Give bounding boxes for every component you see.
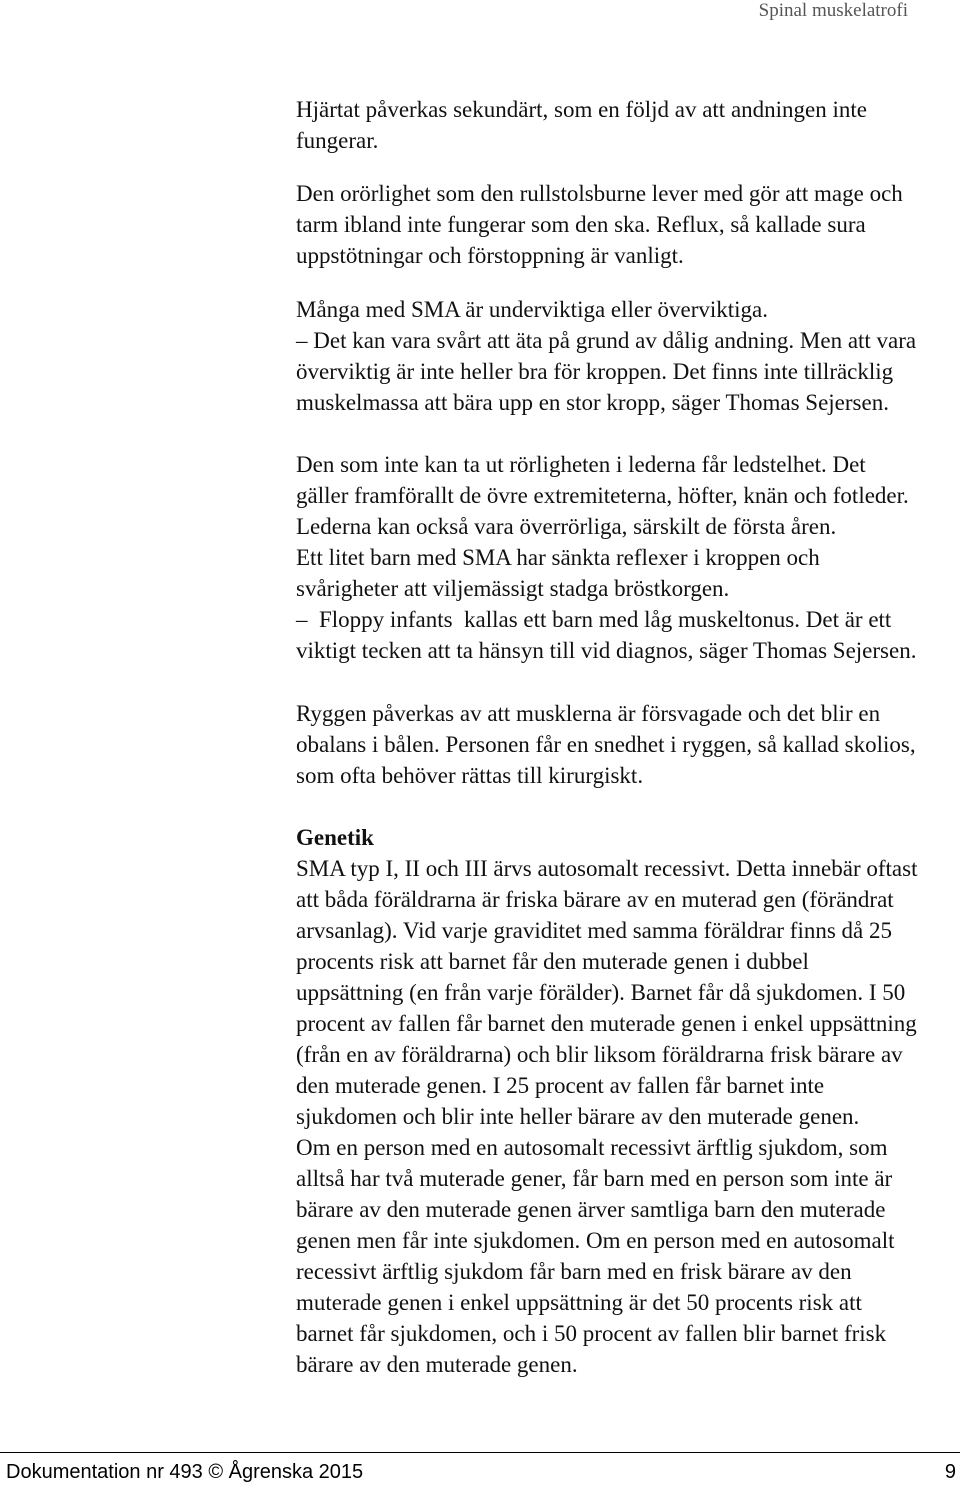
text-line: – Det kan vara svårt att äta på grund av dålig andning. Men att vara bbox=[296, 328, 917, 353]
text-line: recessivt ärftlig sjukdom får barn med en frisk bärare av den bbox=[296, 1259, 852, 1284]
text-line: (från en av föräldrarna) och blir liksom föräldrarna frisk bärare av bbox=[296, 1042, 903, 1067]
text-line: bärare av den muterade genen. bbox=[296, 1352, 578, 1377]
running-title: Spinal muskelatrofi bbox=[758, 0, 908, 21]
text-line: den muterade genen. I 25 procent av fallen får barnet inte bbox=[296, 1073, 825, 1098]
text-line: bärare av den muterade genen ärver samtliga barn den muterade bbox=[296, 1197, 886, 1222]
text-line: uppstötningar och förstoppning är vanligt. bbox=[296, 243, 684, 268]
text-line: Ryggen påverkas av att musklerna är försvagade och det blir en bbox=[296, 701, 881, 726]
text-line: Hjärtat påverkas sekundärt, som en följd av att andningen inte bbox=[296, 97, 867, 122]
text-line: procents risk att barnet får den muterade genen i dubbel bbox=[296, 949, 809, 974]
text-line: viktigt tecken att ta hänsyn till vid diagnos, säger Thomas Sejersen. bbox=[296, 638, 917, 663]
footer-divider bbox=[0, 1452, 960, 1453]
text-line: tarm ibland inte fungerar som den ska. Reflux, så kallade sura bbox=[296, 212, 866, 237]
footer-publication: Dokumentation nr 493 © Ågrenska 2015 bbox=[6, 1461, 364, 1483]
text-line: som ofta behöver rättas till kirurgiskt. bbox=[296, 763, 644, 788]
section-genetics bbox=[296, 822, 917, 1380]
text-line: svårigheter att viljemässigt stadga bröstkorgen. bbox=[296, 576, 730, 601]
text-line: genen men får inte sjukdomen. Om en person med en autosomalt bbox=[296, 1228, 895, 1253]
text-line: arvsanlag). Vid varje graviditet med samma föräldrar finns då 25 bbox=[296, 918, 892, 943]
text-line: obalans i bålen. Personen får en snedhet i ryggen, så kallad skolios, bbox=[296, 732, 916, 757]
text-line: att båda föräldrarna är friska bärare av en muterad gen (förändrat bbox=[296, 887, 894, 912]
paragraph-weight bbox=[296, 294, 916, 418]
text-line: gäller framförallt de övre extremiteterna, höfter, knän och fotleder. bbox=[296, 483, 909, 508]
paragraph-joints bbox=[296, 449, 916, 666]
text-line: muskelmassa att bära upp en stor kropp, säger Thomas Sejersen. bbox=[296, 390, 889, 415]
paragraph-heart bbox=[296, 94, 867, 156]
text-line: procent av fallen får barnet den muterade genen i enkel uppsättning bbox=[296, 1011, 917, 1036]
text-line: Den som inte kan ta ut rörligheten i lederna får ledstelhet. Det bbox=[296, 452, 866, 477]
text-line: muterade genen i enkel uppsättning är det 50 procents risk att bbox=[296, 1290, 862, 1315]
text-line: överviktig är inte heller bra för kroppen. Det finns inte tillräcklig bbox=[296, 359, 894, 384]
text-line: barnet får sjukdomen, och i 50 procent av fallen blir barnet frisk bbox=[296, 1321, 887, 1346]
text-line: fungerar. bbox=[296, 128, 379, 153]
text-line: sjukdomen och blir inte heller bärare av den muterade genen. bbox=[296, 1104, 860, 1129]
text-line: Ett litet barn med SMA har sänkta reflexer i kroppen och bbox=[296, 545, 820, 570]
text-line: – Floppy infants kallas ett barn med låg muskeltonus. Det är ett bbox=[296, 607, 892, 632]
paragraph-spine bbox=[296, 698, 916, 791]
text-line: Om en person med en autosomalt recessivt ärftlig sjukdom, som bbox=[296, 1135, 888, 1160]
paragraph-digestion bbox=[296, 178, 903, 271]
text-line: SMA typ I, II och III ärvs autosomalt recessivt. Detta innebär oftast bbox=[296, 856, 918, 881]
text-line: Den orörlighet som den rullstolsburne lever med gör att mage och bbox=[296, 181, 903, 206]
text-line: Lederna kan också vara överrörliga, särskilt de första åren. bbox=[296, 514, 837, 539]
text-line: Många med SMA är underviktiga eller överviktiga. bbox=[296, 297, 769, 322]
page-number: 9 bbox=[944, 1461, 956, 1483]
text-line: uppsättning (en från varje förälder). Barnet får då sjukdomen. I 50 bbox=[296, 980, 906, 1005]
section-heading: Genetik bbox=[296, 825, 374, 850]
text-line: alltså har två muterade gener, får barn med en person som inte är bbox=[296, 1166, 893, 1191]
